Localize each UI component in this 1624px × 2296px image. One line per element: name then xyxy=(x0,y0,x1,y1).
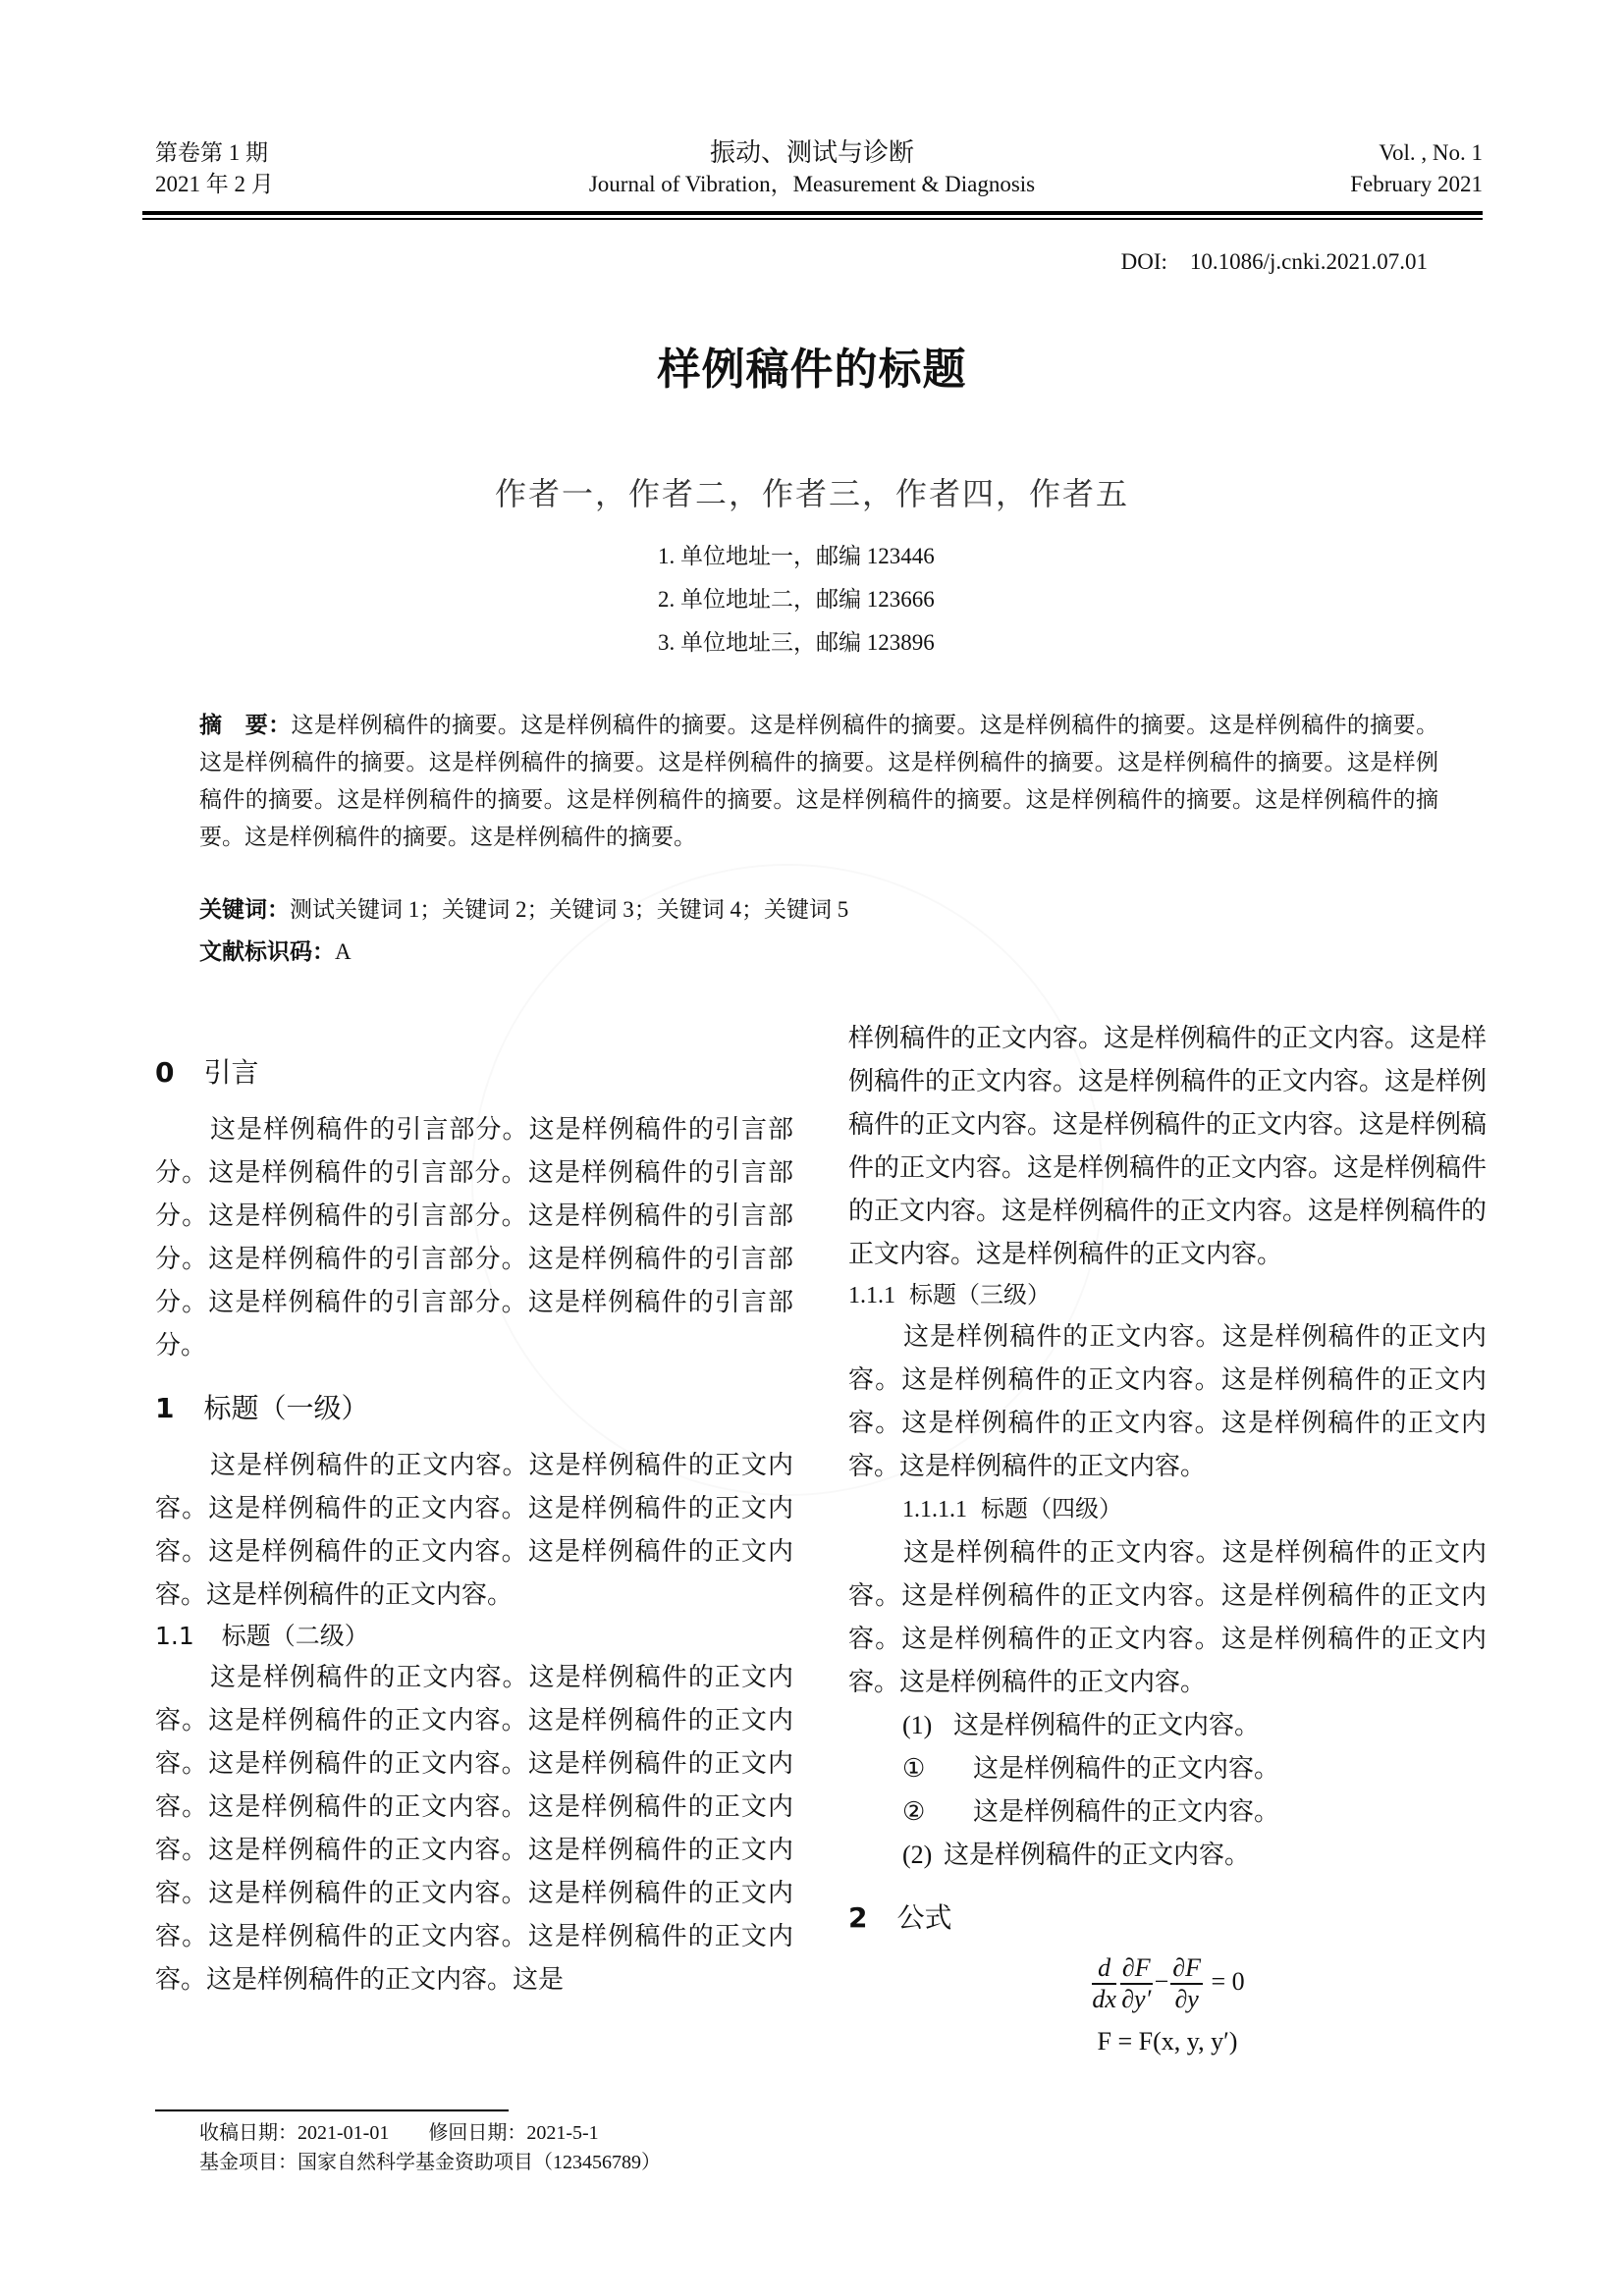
equation-euler-lagrange xyxy=(848,1953,1487,2014)
issue-volume: 第卷第 1 期 xyxy=(155,140,268,165)
body-paragraph: 样例稿件的正文内容。这是样例稿件的正文内容。这是样例稿件的正文内容。这是样例稿件的正文内容。这是样例稿件的正文内容。这是样例稿件的正文内容。这是样例稿件的正文内容。这是样例稿件的正文内容。这是样例稿件的正文内容。这是样例稿件的正文内容。这是样例稿件的正文内容。这是样例稿件的正文内容。 xyxy=(848,1024,1488,1268)
list-marker: (1) xyxy=(902,1711,933,1739)
document-code-label: 文献标识码： xyxy=(199,939,335,965)
footnote-rule xyxy=(155,2109,509,2111)
body-paragraph: 这是样例稿件的正文内容。这是样例稿件的正文内容。这是样例稿件的正文内容。这是样例稿件的正文内容。这是样例稿件的正文内容。这是样例稿件的正文内容。这是样例稿件的正文内容。 xyxy=(848,1538,1487,1696)
section-title: 引言 xyxy=(203,1056,259,1089)
subsubsection-title: 标题（三级） xyxy=(909,1283,1051,1308)
denominator: ∂y xyxy=(1174,1985,1199,2013)
subsubsection-heading xyxy=(848,1276,1487,1315)
fraction xyxy=(1120,1953,1153,2014)
journal-name-cn: 振动、测试与诊断 xyxy=(709,138,914,167)
subsection-number: 1.1 xyxy=(155,1622,194,1650)
paragraph-title: 标题（四级） xyxy=(981,1497,1122,1522)
list-text: 这是样例稿件的正文内容。 xyxy=(973,1797,1280,1826)
received-date: 收稿日期：2021-01-01 xyxy=(199,2122,390,2144)
list-text: 这是样例稿件的正文内容。 xyxy=(953,1711,1261,1739)
list-item xyxy=(848,1790,1487,1834)
section-heading xyxy=(155,1387,793,1430)
list-text: 这是样例稿件的正文内容。 xyxy=(973,1754,1280,1783)
volume-number: Vol. , No. 1 xyxy=(1379,140,1483,165)
list-item xyxy=(848,1834,1487,1877)
numerator: ∂F xyxy=(1120,1953,1153,1985)
list-marker: (2) xyxy=(902,1841,933,1869)
subsection-title: 标题（二级） xyxy=(221,1622,369,1650)
abstract-label: 摘 要： xyxy=(199,713,292,738)
paper-title: 样例稿件的标题 xyxy=(657,345,967,395)
keywords-label: 关键词： xyxy=(199,897,290,923)
affiliation-item: 3. 单位地址三，邮编 123896 xyxy=(658,630,935,655)
subsubsection-number: 1.1.1 xyxy=(848,1283,895,1308)
section-title: 标题（一级） xyxy=(203,1392,369,1424)
fraction xyxy=(1092,1953,1116,2014)
volume-date: February 2021 xyxy=(1350,172,1483,196)
affiliation-item: 1. 单位地址一，邮编 123446 xyxy=(658,544,935,568)
revised-date: 修回日期：2021-5-1 xyxy=(428,2122,599,2144)
right-column xyxy=(848,1017,1487,2063)
journal-volume xyxy=(1350,137,1483,200)
affiliation-item: 2. 单位地址二，邮编 123666 xyxy=(658,587,935,612)
list-item xyxy=(848,1747,1487,1790)
section-number: 0 xyxy=(155,1056,175,1089)
document-code xyxy=(199,933,352,972)
numerator: ∂F xyxy=(1170,1953,1203,1985)
paragraph-number: 1.1.1.1 xyxy=(902,1497,967,1522)
body-paragraph: 这是样例稿件的正文内容。这是样例稿件的正文内容。这是样例稿件的正文内容。这是样例稿件的正文内容。这是样例稿件的正文内容。这是样例稿件的正文内容。这是样例稿件的正文内容。 xyxy=(155,1451,793,1609)
paragraph-heading xyxy=(848,1488,1487,1531)
abstract xyxy=(199,707,1438,856)
header-rule-thick xyxy=(142,211,1483,215)
section-number: 2 xyxy=(848,1901,868,1934)
equation-rhs: = 0 xyxy=(1211,1966,1245,1996)
section-heading xyxy=(155,1051,793,1095)
fraction xyxy=(1170,1953,1203,2014)
issue-date: 2021 年 2 月 xyxy=(155,172,274,196)
body-paragraph: 这是样例稿件的正文内容。这是样例稿件的正文内容。这是样例稿件的正文内容。这是样例稿件的正文内容。这是样例稿件的正文内容。这是样例稿件的正文内容。这是样例稿件的正文内容。 xyxy=(848,1322,1487,1480)
section-heading xyxy=(848,1896,1487,1940)
journal-name-en: Journal of Vibration，Measurement & Diagnosis xyxy=(588,172,1036,196)
denominator: ∂y′ xyxy=(1121,1985,1152,2013)
section-number: 1 xyxy=(155,1392,175,1424)
list-item xyxy=(848,1704,1487,1747)
document-code-text: A xyxy=(335,939,352,964)
footnote-fund: 基金项目：国家自然科学基金资助项目（123456789） xyxy=(199,2152,661,2173)
body-paragraph: 这是样例稿件的正文内容。这是样例稿件的正文内容。这是样例稿件的正文内容。这是样例稿件的正文内容。这是样例稿件的正文内容。这是样例稿件的正文内容。这是样例稿件的正文内容。这是样例稿件的正文内容。这是样例稿件的正文内容。这是样例稿件的正文内容。这是样例稿件的正文内容。这是样例稿件的正文内容。这是样例稿件的正文内容。这是样例稿件的正文内容。这是样例稿件的正文内容。这是 xyxy=(155,1663,793,1994)
keywords-text: 测试关键词 1；关键词 2；关键词 3；关键词 4；关键词 5 xyxy=(290,897,849,922)
numerator: d xyxy=(1092,1953,1116,1985)
left-column xyxy=(155,1036,793,2002)
list-marker: ① xyxy=(902,1754,926,1783)
affiliations xyxy=(658,535,935,665)
list-text: 这是样例稿件的正文内容。 xyxy=(944,1841,1251,1869)
denominator: dx xyxy=(1092,1985,1116,2013)
doi: DOI: 10.1086/j.cnki.2021.07.01 xyxy=(1120,249,1428,274)
subsection-heading xyxy=(155,1617,793,1656)
list-marker: ② xyxy=(902,1797,926,1826)
author-list: 作者一，作者二，作者三，作者四，作者五 xyxy=(494,476,1129,511)
equation-function: F = F(x, y, y′) xyxy=(1097,2027,1238,2056)
header-rule-thin xyxy=(142,218,1483,220)
keywords xyxy=(199,890,848,930)
minus-sign: − xyxy=(1154,1966,1169,1996)
intro-paragraph: 这是样例稿件的引言部分。这是样例稿件的引言部分。这是样例稿件的引言部分。这是样例稿件的引言部分。这是样例稿件的引言部分。这是样例稿件的引言部分。这是样例稿件的引言部分。这是样例稿件的引言部分。这是样例稿件的引言部分。这是样例稿件的引言部分。 xyxy=(155,1115,793,1360)
abstract-text: 这是样例稿件的摘要。这是样例稿件的摘要。这是样例稿件的摘要。这是样例稿件的摘要。这是样例稿件的摘要。这是样例稿件的摘要。这是样例稿件的摘要。这是样例稿件的摘要。这是样例稿件的摘要。这是样例稿件的摘要。这是样例稿件的摘要。这是样例稿件的摘要。这是样例稿件的摘要。这是样例稿件的摘要。这是样例稿件的摘要。这是样例稿件的摘要。这是样例稿件的摘要。这是样例稿件的摘要。 xyxy=(199,713,1439,849)
footnote-dates xyxy=(199,2118,599,2148)
section-title: 公式 xyxy=(896,1901,952,1934)
